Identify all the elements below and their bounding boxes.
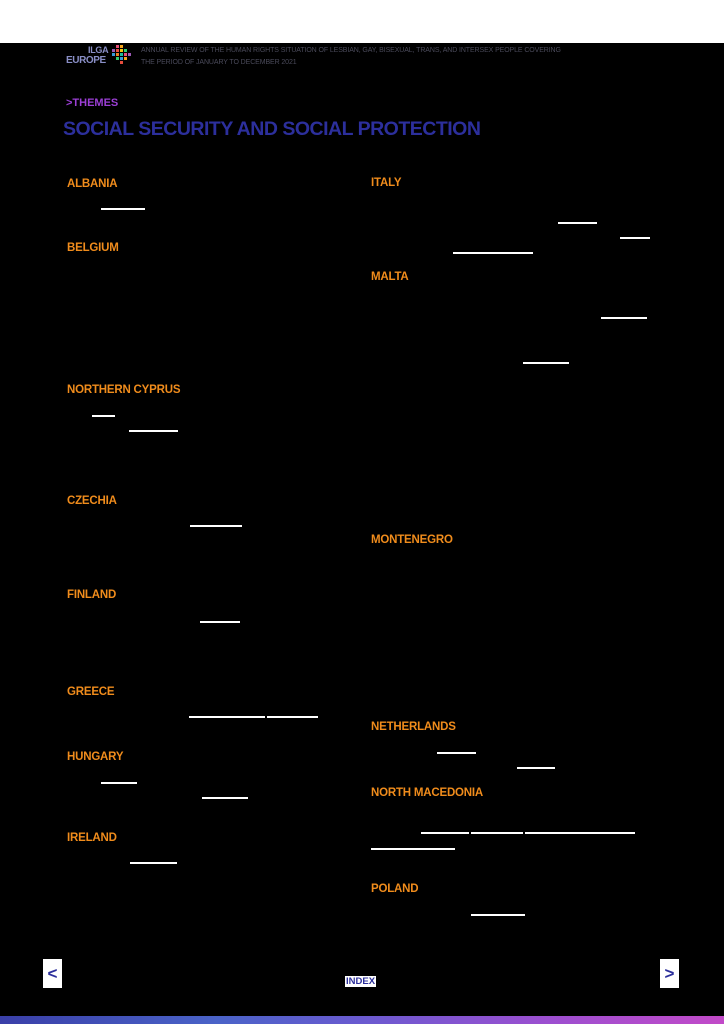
source-link[interactable] xyxy=(471,914,525,916)
logo-dots-icon xyxy=(108,44,132,66)
top-white-bar xyxy=(0,0,724,43)
logo-text-bottom: EUROPE xyxy=(66,55,106,66)
report-header-line-2: THE PERIOD OF JANUARY TO DECEMBER 2021 xyxy=(141,59,297,66)
bottom-gradient-bar xyxy=(0,1016,724,1024)
country-heading-czechia: CZECHIA xyxy=(67,495,117,507)
source-link[interactable] xyxy=(601,317,647,319)
country-heading-poland: POLAND xyxy=(371,883,419,895)
source-link[interactable] xyxy=(437,752,476,754)
source-link[interactable] xyxy=(267,716,318,718)
source-link[interactable] xyxy=(453,252,533,254)
source-link[interactable] xyxy=(525,832,635,834)
country-heading-ireland: IRELAND xyxy=(67,832,117,844)
source-link[interactable] xyxy=(371,848,455,850)
index-link[interactable]: INDEX xyxy=(346,976,376,987)
report-header xyxy=(141,45,701,69)
source-link[interactable] xyxy=(190,525,242,527)
country-heading-malta: MALTA xyxy=(371,271,409,283)
source-link[interactable] xyxy=(558,222,597,224)
source-link[interactable] xyxy=(202,797,248,799)
country-heading-north-macedonia: NORTH MACEDONIA xyxy=(371,787,483,799)
report-header-line-1: ANNUAL REVIEW OF THE HUMAN RIGHTS SITUATION OF LESBIAN, GAY, BISEXUAL, TRANS, AND INTERSEX PEOPLE COVERING xyxy=(141,47,561,54)
source-link[interactable] xyxy=(101,208,145,210)
page-title: SOCIAL SECURITY AND SOCIAL PROTECTION xyxy=(63,118,481,140)
chevron-right-icon: > xyxy=(664,964,675,983)
source-link[interactable] xyxy=(189,716,265,718)
source-link[interactable] xyxy=(200,621,240,623)
country-heading-italy: ITALY xyxy=(371,177,402,189)
source-link[interactable] xyxy=(92,415,115,417)
chevron-left-icon: < xyxy=(47,964,58,983)
breadcrumb[interactable]: >THEMES xyxy=(66,97,119,109)
country-heading-albania: ALBANIA xyxy=(67,178,118,190)
country-heading-netherlands: NETHERLANDS xyxy=(371,721,456,733)
next-page-button[interactable] xyxy=(660,959,679,988)
country-heading-finland: FINLAND xyxy=(67,589,117,601)
source-link[interactable] xyxy=(130,862,177,864)
country-heading-hungary: HUNGARY xyxy=(67,751,124,763)
source-link[interactable] xyxy=(523,362,569,364)
logo-text-top: ILGA xyxy=(88,45,109,55)
country-heading-greece: GREECE xyxy=(67,686,115,698)
source-link[interactable] xyxy=(421,832,469,834)
source-link[interactable] xyxy=(517,767,555,769)
country-heading-montenegro: MONTENEGRO xyxy=(371,534,453,546)
source-link[interactable] xyxy=(620,237,650,239)
source-link[interactable] xyxy=(471,832,523,834)
source-link[interactable] xyxy=(129,430,178,432)
source-link[interactable] xyxy=(101,782,137,784)
country-heading-belgium: BELGIUM xyxy=(67,242,119,254)
country-heading-northern-cyprus: NORTHERN CYPRUS xyxy=(67,384,181,396)
previous-page-button[interactable] xyxy=(43,959,62,988)
ilga-europe-logo[interactable] xyxy=(66,44,132,68)
